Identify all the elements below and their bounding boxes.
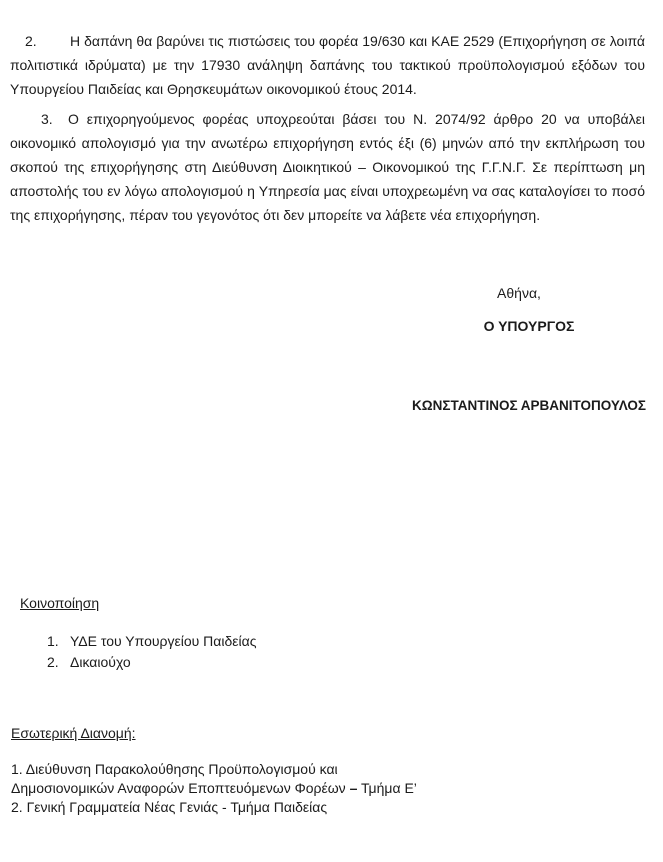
- paragraph-2-number: 2.: [25, 33, 37, 49]
- place-date-line: Αθήνα,: [497, 285, 541, 301]
- distribution-line-3: 2. Γενική Γραμματεία Νέας Γενιάς - Τμήμα Παιδείας: [11, 799, 328, 815]
- distribution-line-2-suffix: Τμήμα Ε’: [357, 780, 417, 796]
- notification-list-item: [47, 631, 256, 652]
- paragraph-3: [10, 107, 645, 227]
- notification-item-2-number: 2.: [47, 654, 59, 670]
- notification-item-1-text: ΥΔΕ του Υπουργείου Παιδείας: [70, 633, 257, 649]
- notification-item-2-text: Δικαιούχο: [70, 654, 131, 670]
- notification-list: [47, 631, 256, 673]
- notification-item-1-number: 1.: [47, 633, 59, 649]
- paragraph-3-number: 3.: [41, 111, 53, 127]
- notification-heading: Κοινοποίηση: [20, 595, 100, 611]
- internal-distribution-lines: [11, 760, 417, 817]
- distribution-line-2-prefix: Δημοσιονομικών Αναφορών Εποπτευόμενων Φορέων: [11, 780, 350, 796]
- minister-title: Ο ΥΠΟΥΡΓΟΣ: [483, 318, 575, 334]
- distribution-line-2-dash: –: [349, 780, 358, 796]
- paragraph-2: [10, 29, 645, 101]
- distribution-line-1: 1. Διεύθυνση Παρακολούθησης Προϋπολογισμού και: [11, 761, 338, 777]
- internal-distribution-heading: Εσωτερική Διανομή:: [11, 725, 136, 741]
- minister-name: ΚΩΝΣΤΑΝΤΙΝΟΣ ΑΡΒΑΝΙΤΟΠΟΥΛΟΣ: [412, 398, 646, 413]
- notification-list-item: [47, 652, 256, 673]
- distribution-line-2: [11, 779, 417, 798]
- paragraph-2-text: Η δαπάνη θα βαρύνει τις πιστώσεις του φορέα 19/630 και ΚΑΕ 2529 (Επιχορήγηση σε λοιπά πολιτιστικά ιδρύματα) με την 17930 ανάληψη δαπάνης του τακτικού προϋπολογισμού εξόδων του Υπουργείου Παιδείας και Θρησκευμάτων οικονομικού έτους 2014.: [10, 33, 645, 97]
- paragraph-3-text: Ο επιχορηγούμενος φορέας υποχρεούται βάσει του Ν. 2074/92 άρθρο 20 να υποβάλει οικονομικό απολογισμό για την ανωτέρω επιχορήγηση εντός έξι (6) μηνών από την εκπλήρωση του σκοπού της επιχορήγησης στη Διεύθυνση Διοικητικού – Οικονομικού της Γ.Γ.Ν.Γ. Σε περίπτωση μη αποστολής του εν λόγω απολογισμού η Υπηρεσία μας είναι υποχρεωμένη να σας καταλογίσει το ποσό της επιχορήγησης, πέραν του γεγονότος ότι δεν μπορείτε να λάβετε νέα επιχορήγηση.: [10, 111, 645, 223]
